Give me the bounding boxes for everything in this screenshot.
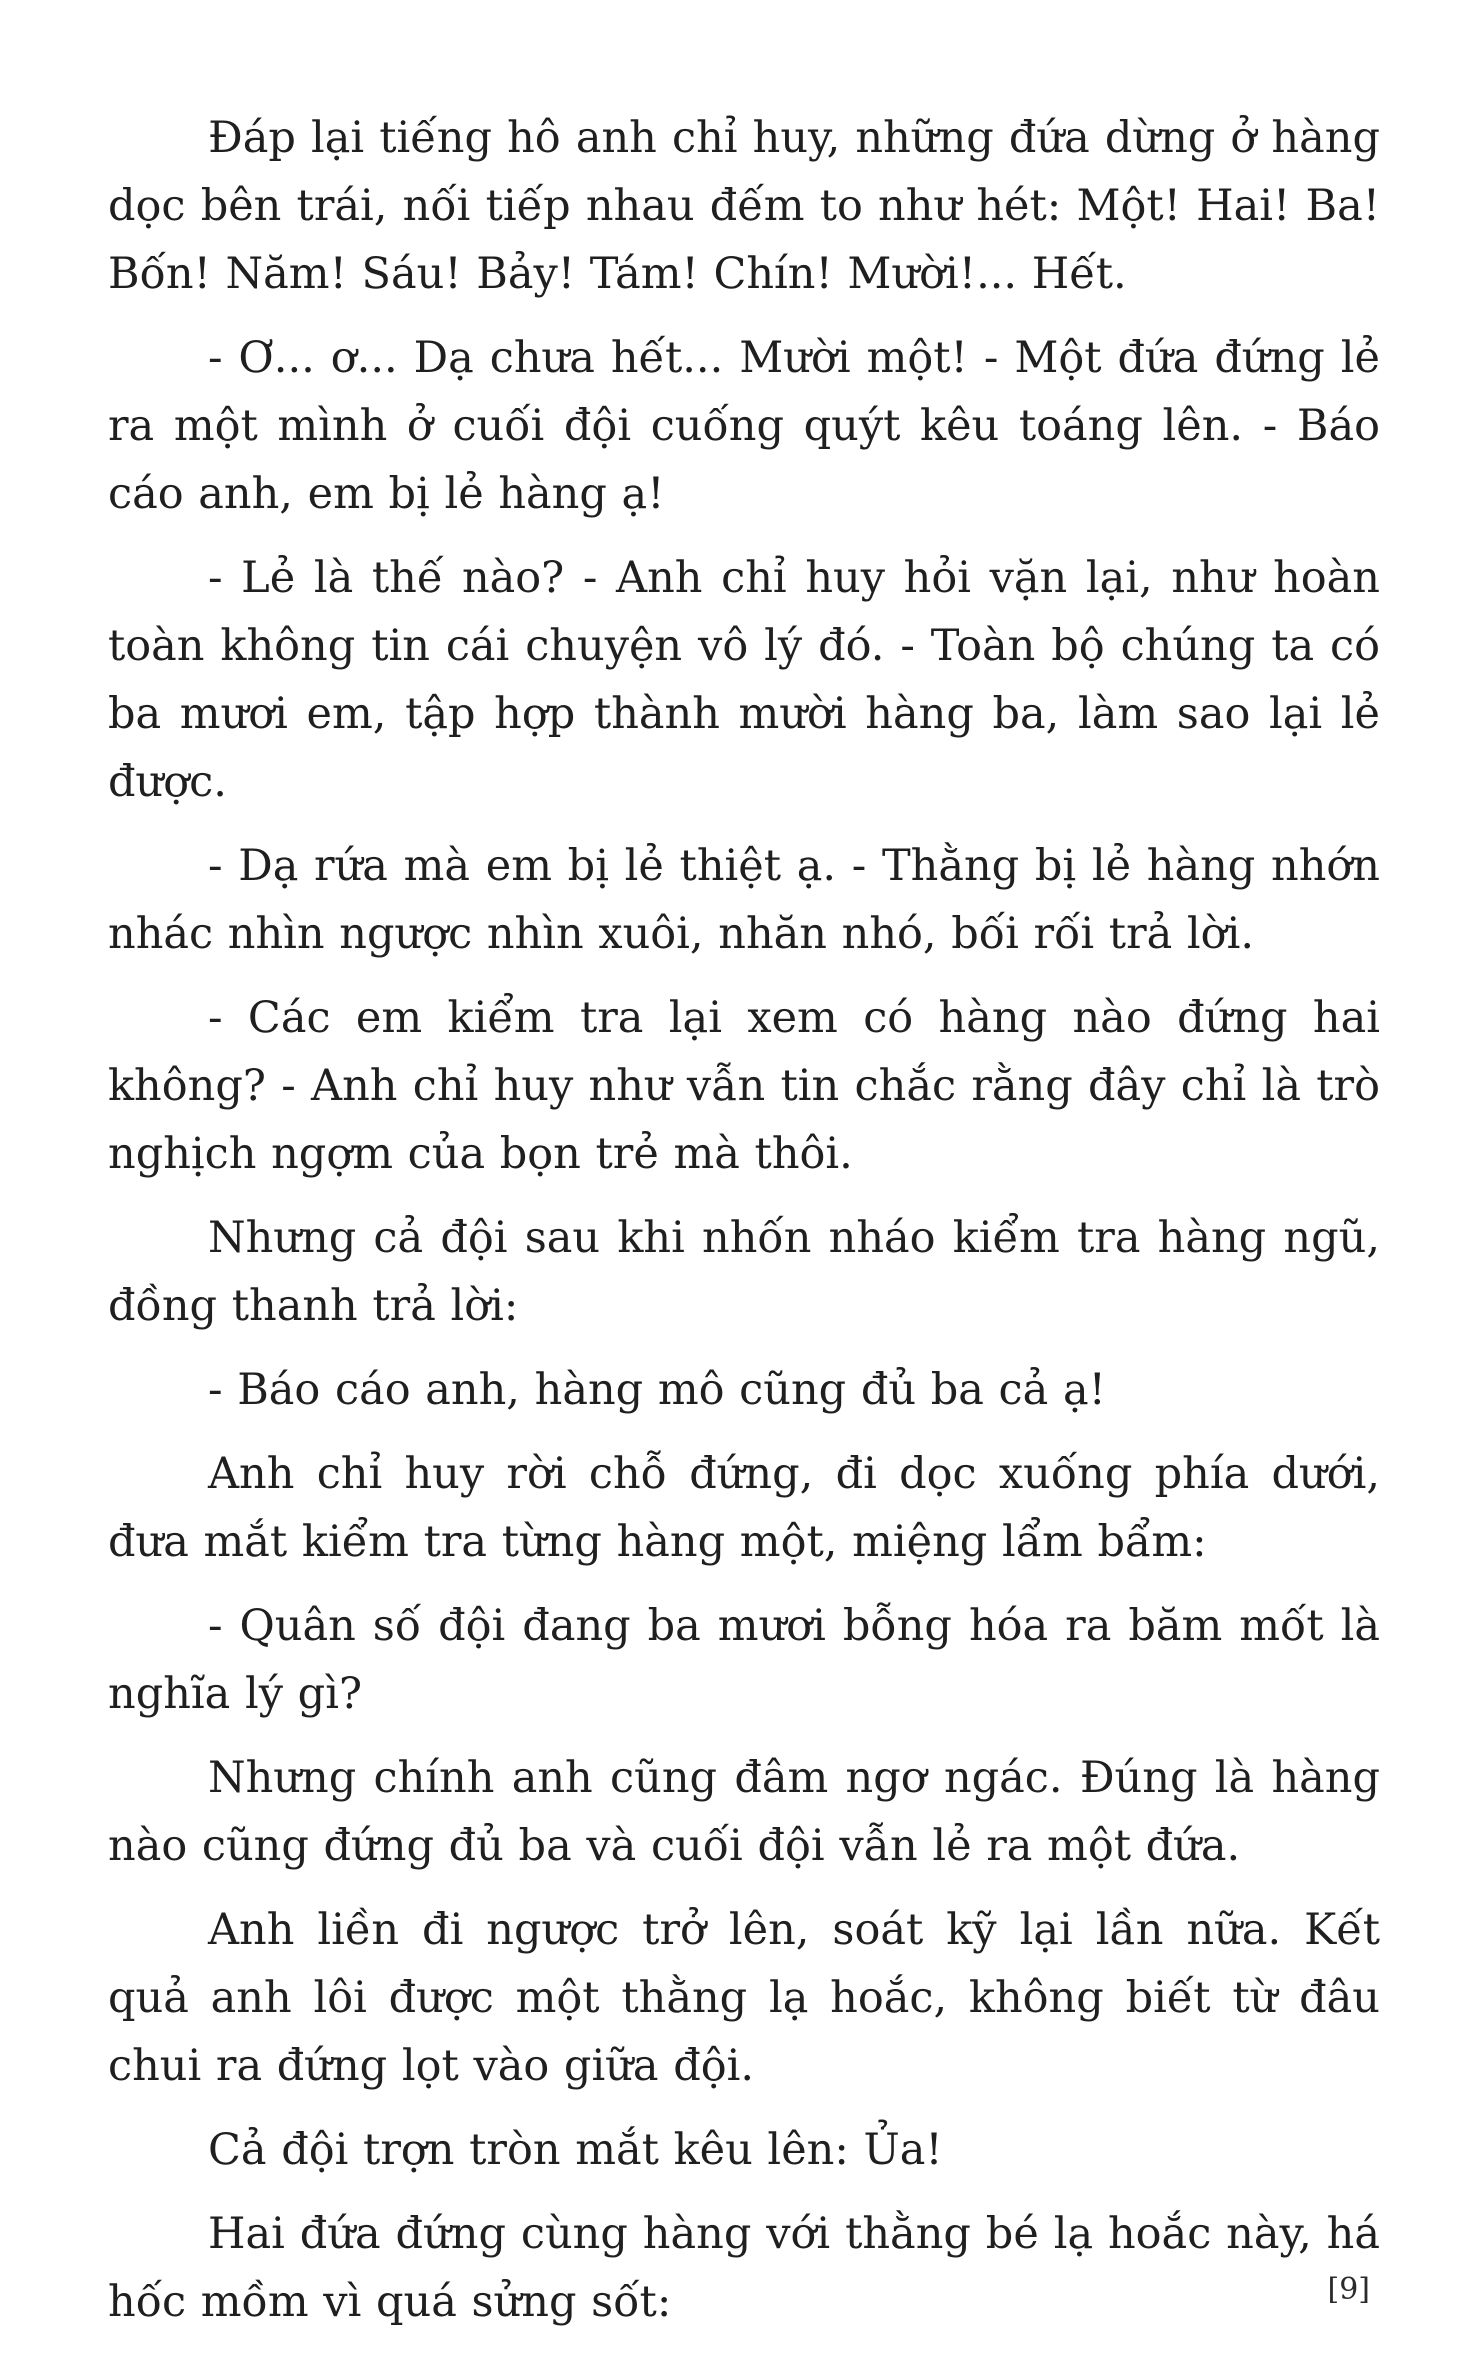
book-page — [108, 104, 1380, 2327]
paragraph-9: - Quân số đội đang ba mươi bỗng hóa ra băm mốt là nghĩa lý gì? — [108, 1601, 1380, 1719]
paragraph-6: Nhưng cả đội sau khi nhốn nháo kiểm tra hàng ngũ, đồng thanh trả lời: — [108, 1213, 1380, 1331]
page-number: [9] — [1327, 2272, 1370, 2307]
paragraph-7: - Báo cáo anh, hàng mô cũng đủ ba cả ạ! — [208, 1365, 1106, 1415]
paragraph-12: Cả đội trợn tròn mắt kêu lên: Ủa! — [208, 2125, 943, 2175]
paragraph-3: - Lẻ là thế nào? - Anh chỉ huy hỏi vặn lại, như hoàn toàn không tin cái chuyện vô lý đó. - Toàn bộ chúng ta có ba mươi em, tập hợp thành mười hàng ba, làm sao lại lẻ được. — [108, 553, 1380, 807]
paragraph-4: - Dạ rứa mà em bị lẻ thiệt ạ. - Thằng bị lẻ hàng nhớn nhác nhìn ngược nhìn xuôi, nhăn nhó, bối rối trả lời. — [108, 841, 1380, 959]
paragraph-8: Anh chỉ huy rời chỗ đứng, đi dọc xuống phía dưới, đưa mắt kiểm tra từng hàng một, miệng lẩm bẩm: — [108, 1449, 1380, 1567]
paragraph-2: - Ơ... ơ... Dạ chưa hết... Mười một! - Một đứa đứng lẻ ra một mình ở cuối đội cuống quýt kêu toáng lên. - Báo cáo anh, em bị lẻ hàng ạ! — [108, 333, 1380, 519]
paragraph-11: Anh liền đi ngược trở lên, soát kỹ lại lần nữa. Kết quả anh lôi được một thằng lạ hoắc, không biết từ đâu chui ra đứng lọt vào giữa đội. — [108, 1905, 1380, 2091]
paragraph-5: - Các em kiểm tra lại xem có hàng nào đứng hai không? - Anh chỉ huy như vẫn tin chắc rằng đây chỉ là trò nghịch ngợm của bọn trẻ mà thôi. — [108, 993, 1380, 1179]
paragraph-1: Đáp lại tiếng hô anh chỉ huy, những đứa dừng ở hàng dọc bên trái, nối tiếp nhau đếm to như hét: Một! Hai! Ba! Bốn! Năm! Sáu! Bảy! Tám! Chín! Mười!... Hết. — [108, 113, 1380, 299]
paragraph-10: Nhưng chính anh cũng đâm ngơ ngác. Đúng là hàng nào cũng đứng đủ ba và cuối đội vẫn lẻ ra một đứa. — [108, 1753, 1380, 1871]
paragraph-13: Hai đứa đứng cùng hàng với thằng bé lạ hoắc này, há hốc mồm vì quá sửng sốt: — [108, 2209, 1380, 2327]
